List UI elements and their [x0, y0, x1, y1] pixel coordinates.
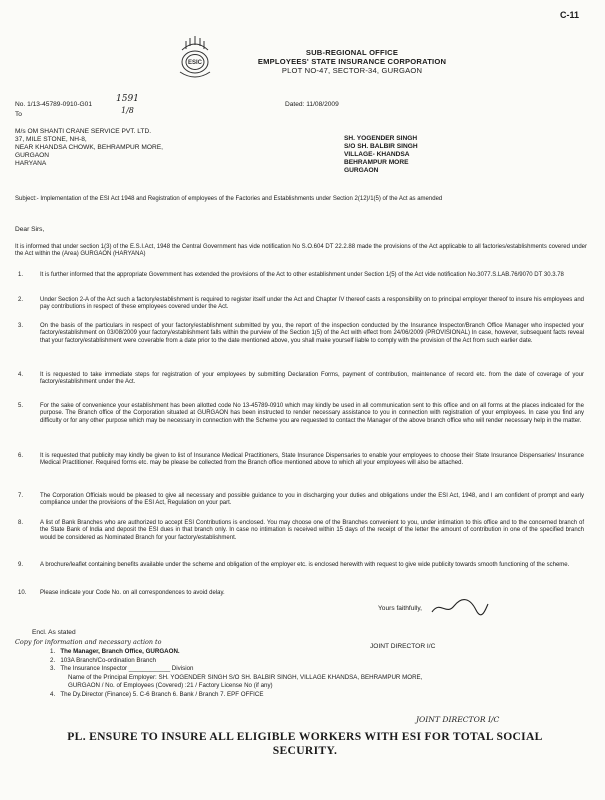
paragraph-10: 10. Please indicate your Code No. on all correspondences to avoid delay. — [18, 590, 225, 596]
paragraph-8: 8. A list of Bank Branches who are authorized to accept ESI Contributions is enclosed. You may choose one of the Branches convenient to you, under intimation to this office and to the concerned branch of the State Bank of India and deposit the ESI dues in that branch only. In case no intimation is received within 15 days of the receipt of the letter the amount of contribution in one of the specified branch would be considered as Nominated Branch for your factory/establishment. — [18, 520, 584, 541]
addressee-block — [15, 128, 275, 168]
office-address: PLOT NO-47, SECTOR-34, GURGAON — [281, 66, 423, 75]
employer-line: GURGAON — [344, 167, 379, 174]
enclosure-note: Encl. As stated — [32, 629, 76, 636]
copy-item: 4. The Dy.Director (Finance) 5. C-6 Branch 6. Bank / Branch 7. EPF OFFICE — [50, 691, 264, 698]
copy-item: GURGAON / No. of Employees (Covered) :21 / Factory License No (if any) — [68, 682, 273, 689]
intro-paragraph: It is informed that under section 1(3) of the E.S.I.Act, 1948 the Central Government has vide notification No S.O.604 DT 22.2.88 made the provisions of the Act applicable to all factories/establishments covered under the Act within the (Area) GURGAON (HARYANA) — [15, 244, 587, 258]
addressee-line: 37, MILE STONE, NH-8, — [15, 136, 87, 143]
svg-text:ESIC: ESIC — [187, 60, 203, 66]
handwritten-note: 1/8 — [121, 106, 134, 115]
paragraph-6: 6. It is requested that publicity may kindly be given to list of Insurance Medical Practitioners, State Insurance Dispensaries to enable your employees to choose their State Insurance Dispensaries/ Insurance Medical Practitioner. Required forms etc. may be please be collected from the Branch office mentioned above to which all your employees will also be attached. — [18, 453, 584, 467]
to-label: To — [15, 111, 22, 118]
addressee-line: NEAR KHANDSA CHOWK, BEHRAMPUR MORE, — [15, 144, 164, 151]
addressee-line: GURGAON — [15, 152, 50, 159]
footer-line-2: SECURITY. — [272, 744, 338, 757]
copy-heading: Copy for information and necessary action to — [15, 638, 162, 646]
handwritten-number: 1591 — [116, 94, 139, 104]
copy-item: Name of the Principal Employer: SH. YOGENDER SINGH S/O SH. BALBIR SINGH, VILLAGE KHANDSA, BEHRAMPUR MORE, — [68, 674, 423, 681]
employer-line: SH. YOGENDER SINGH — [344, 135, 418, 142]
yours-faithfully: Yours faithfully, — [378, 605, 422, 612]
letter-date: Dated: 11/08/2009 — [285, 101, 339, 108]
signature-scribble — [430, 596, 490, 618]
salutation: Dear Sirs, — [15, 226, 45, 233]
page-label: C-11 — [560, 10, 580, 20]
employer-block — [344, 135, 544, 175]
subject-line: Subject:- Implementation of the ESI Act 1948 and Registration of employees of the Factories and Establishments under Section 2(12)/1(5) of the Act as amended — [15, 196, 443, 202]
paragraph-1: 1. It is further informed that the appropriate Government has extended the provisions of the Act to other establishment under Section 1(5) of the Act vide notification No.3077.S.LAB.76/9070 DT 30.3.78 — [18, 272, 564, 278]
employer-line: BEHRAMPUR MORE — [344, 159, 409, 166]
signature-title-2: JOINT DIRECTOR I/C — [416, 715, 500, 724]
footer-line-1: PL. ENSURE TO INSURE ALL ELIGIBLE WORKERS WITH ESI FOR TOTAL SOCIAL — [67, 730, 543, 743]
office-name: SUB-REGIONAL OFFICE — [305, 48, 399, 57]
employer-line: S/O SH. BALBIR SINGH — [344, 143, 418, 150]
employer-line: VILLAGE- KHANDSA — [344, 151, 410, 158]
addressee-line: M/s OM SHANTI CRANE SERVICE PVT. LTD. — [15, 128, 152, 135]
esic-emblem-icon — [172, 32, 218, 80]
signature-title: JOINT DIRECTOR I/C — [370, 643, 436, 650]
paragraph-4: 4. It is requested to take immediate steps for registration of your employees by submitting Declaration Forms, payment of contribution, maintenance of record etc. from the date of coverage of your factory/establishment under the Act. — [18, 372, 584, 386]
reference-number: No. 1/13-45789-0910-G01 — [15, 101, 92, 108]
paragraph-3: 3. On the basis of the particulars in respect of your factory/establishment submitted by you, the report of the inspection conducted by the Insurance Inspector/Branch Office Manager who inspected your factory/establishment on 03/08/2009 your factory/establishment falls within the purview of the Section 1(5) of the Act with effect from 24/06/2009 (PROVISIONAL) In case, however, subsequent facts reveal that your factory/establishment were coverable from a date prior to the date mentioned above, you shall make yourself liable to comply with the provision of the Act from such earlier date. — [18, 323, 584, 344]
copy-item: 1. The Manager, Branch Office, GURGAON. — [50, 648, 180, 655]
copy-item: 2. 103A Branch/Co-ordination Branch — [50, 657, 156, 664]
paragraph-7: 7. The Corporation Officials would be pleased to give all necessary and possible guidance to you in discharging your duties and obligations under the ESI Act, 1948, and I am confident of prompt and early compliance under the provisions of the ESI Act, Regulation on your part. — [18, 493, 584, 507]
addressee-line: HARYANA — [15, 160, 47, 167]
copy-item: 3. The Insurance Inspector ____________ Division — [50, 665, 194, 672]
corporation-name: EMPLOYEES' STATE INSURANCE CORPORATION — [257, 57, 447, 66]
paragraph-9: 9. A brochure/leaflet containing benefits available under the scheme and obligation of the employer etc. is enclosed herewith with request to give wide publicity towards smooth functioning of the scheme. — [18, 562, 570, 568]
paragraph-5: 5. For the sake of convenience your establishment has been allotted code No 13-45789-0910 which may kindly be used in all communication sent to this office and on all forms at the places indicated for the purpose. The Branch office of the Corporation situated at GURGAON has been instructed to render necessary assistance to you in connection with registration of your employees. In case you find any difficulty or for any other purpose which may be necessary in connection with the Scheme you are requested to contact the Manager of the above branch office who will render necessary help in the matter. — [18, 403, 584, 424]
paragraph-2: 2. Under Section 2-A of the Act such a factory/establishment is required to register itself under the Act and Chapter IV thereof casts a responsibility on to principal employer thereof to insure his employees and pay contributions in respect of these employees covered under the Act. — [18, 297, 584, 311]
